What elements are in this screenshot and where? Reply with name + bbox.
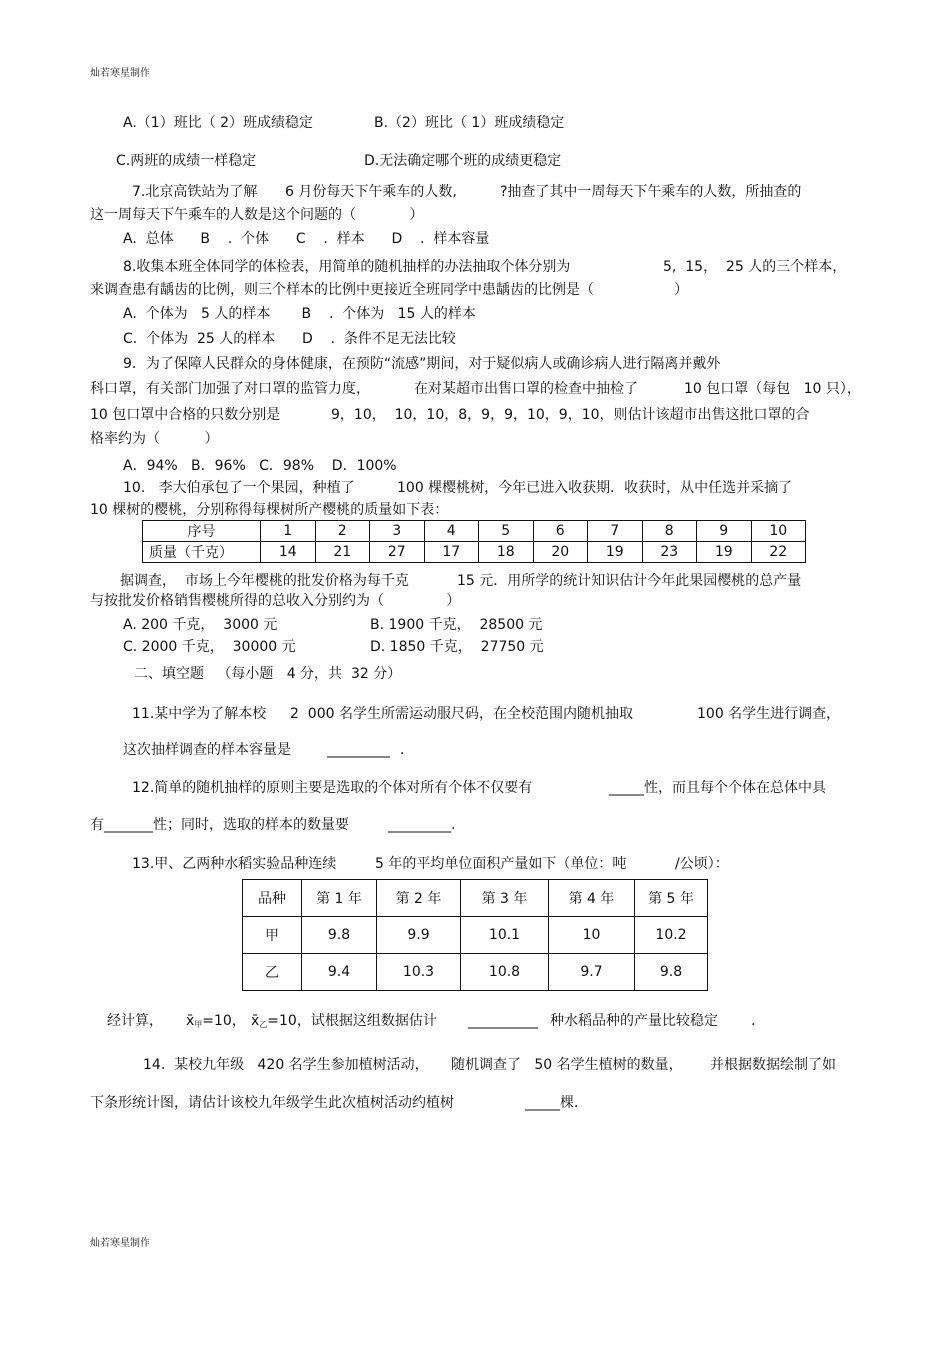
table-row: [243, 954, 708, 991]
q7-line2: 这一周每天下午乘车的人数是这个问题的（ ）: [90, 207, 424, 223]
table-cell: 17: [424, 542, 479, 563]
q10-line1b: 100 棵樱桃树，今年已进入收获期．收获时，从中任选并采摘了: [397, 480, 793, 496]
q13-period: .: [751, 1013, 756, 1029]
table-cell: 10.2: [635, 917, 708, 954]
table-header-cell: 序号: [143, 521, 261, 542]
q6-option-b: B.（2）班比（ 1）班成绩稳定: [374, 115, 565, 131]
q9-line4: 格率约为（ ）: [90, 431, 219, 447]
q6-option-a: A.（1）班比（ 2）班成绩稳定: [123, 115, 314, 131]
q14-line2a: 下条形统计图，请估计该校九年级学生此次植树活动约植树: [90, 1095, 454, 1111]
table-cell: 23: [642, 542, 697, 563]
q7-options: A. 总体 B . 个体 C . 样本 D . 样本容量: [123, 231, 490, 247]
table-header-cell: 第 5 年: [635, 880, 708, 917]
table-cell: 9.9: [377, 917, 461, 954]
q8-options-cd: C. 个体为 25 人的样本 D . 条件不足无法比较: [123, 331, 456, 347]
table-row: [243, 917, 708, 954]
subscript-yi: 乙: [259, 1020, 268, 1029]
q10-option-c: C. 2000 千克， 30000 元: [123, 639, 296, 655]
table-row-mass: [143, 542, 806, 563]
q10-line1a: 10. 李大伯承包了一个果园，种植了: [123, 480, 355, 496]
q6-option-c: C.两班的成绩一样稳定: [116, 153, 257, 169]
table-cell: 8: [642, 521, 697, 542]
xbar-symbol: x̄: [186, 1013, 195, 1029]
table-row-index: [143, 521, 806, 542]
table-cell: 3: [370, 521, 425, 542]
table-cell: 20: [533, 542, 588, 563]
q11-blank: _________: [327, 742, 390, 758]
q14-line1c: 并根据数据绘制了如: [710, 1057, 836, 1073]
q10-after1a: 据调查， 市场上今年樱桃的批发价格为每千克: [120, 573, 409, 589]
q13-line1c: /公顷）：: [675, 856, 729, 872]
mean-yi-value: =10，试根据这组数据估计: [267, 1013, 437, 1029]
q14-line1b: 随机调查了 50 名学生植树的数量，: [451, 1057, 683, 1073]
q7-line1a: 7.北京高铁站为了解: [132, 184, 258, 200]
q10-option-a: A. 200 千克， 3000 元: [123, 617, 278, 633]
section-title: 二、填空题 （每小题 4 分，共 32 分）: [134, 666, 402, 682]
q13-line1a: 13.甲、乙两种水稻实验品种连续: [132, 856, 337, 872]
q13-mean-jia: [186, 1012, 246, 1034]
table-cell: 5: [479, 521, 534, 542]
q9-line2b: 在对某超市出售口罩的检查中抽检了: [414, 381, 638, 397]
table-cell: 21: [315, 542, 370, 563]
q10-option-d: D. 1850 千克， 27750 元: [370, 639, 544, 655]
table-header-cell: 第 4 年: [549, 880, 635, 917]
rice-yield-table: [242, 879, 708, 991]
cherry-mass-table: [142, 520, 806, 563]
table-cell: 4: [424, 521, 479, 542]
q11-line1b: 2 000 名学生所需运动服尺码，在全校范围内随机抽取: [290, 706, 633, 722]
q13-blank: __________: [468, 1013, 538, 1029]
q11-period: .: [400, 742, 405, 758]
table-cell: 7: [588, 521, 643, 542]
table-cell: 9.7: [549, 954, 635, 991]
watermark-top: 灿若寒星制作: [90, 68, 150, 79]
q8-line1b: 5, 15， 25 人的三个样本，: [663, 259, 847, 275]
table-cell: 1: [261, 521, 316, 542]
q9-line2c: 10 包口罩（每包 10 只），: [684, 381, 861, 397]
table-cell: 9.8: [302, 917, 377, 954]
q9-line2a: 科口罩，有关部门加强了对口罩的监管力度，: [90, 381, 370, 397]
table-header-row: [243, 880, 708, 917]
q7-line1b: 6 月份每天下午乘车的人数,: [285, 184, 457, 200]
table-header-cell: 第 2 年: [377, 880, 461, 917]
q8-options-ab: A. 个体为 5 人的样本 B . 个体为 15 人的样本: [123, 306, 476, 322]
q13-calc-lead: 经计算，: [107, 1013, 163, 1029]
q12-line1b: _____性，而且每个个体在总体中具: [609, 780, 826, 796]
table-cell: 10.8: [461, 954, 549, 991]
table-header-cell: 品种: [243, 880, 302, 917]
q11-line1c: 100 名学生进行调查，: [697, 706, 841, 722]
table-cell: 19: [697, 542, 752, 563]
table-header-cell: 第 1 年: [302, 880, 377, 917]
watermark-bottom: 灿若寒星制作: [90, 1238, 150, 1249]
table-cell: 9.4: [302, 954, 377, 991]
mean-jia-value: =10，: [202, 1013, 246, 1029]
q10-after1b: 15 元．用所学的统计知识估计今年此果园樱桃的总产量: [457, 573, 802, 589]
xbar-symbol: x̄: [251, 1013, 260, 1029]
subscript-jia: 甲: [194, 1020, 203, 1029]
table-cell: 19: [588, 542, 643, 563]
q12-line2a: 有_______性；同时，选取的样本的数量要: [90, 817, 349, 833]
table-cell: 27: [370, 542, 425, 563]
table-cell: 9: [697, 521, 752, 542]
q9-line3b: 9，10， 10，10，8，9，9，10，9，10，则估计该超市出售这批口罩的合: [331, 407, 810, 423]
q6-option-d: D.无法确定哪个班的成绩更稳定: [364, 153, 562, 169]
q13-line1b: 5 年的平均单位面积产量如下（单位：吨: [375, 856, 627, 872]
q9-line1: 9．为了保障人民群众的身体健康，在预防“流感”期间，对于疑似病人或确诊病人进行隔离并戴外: [123, 356, 721, 372]
q12-line1a: 12.简单的随机抽样的原则主要是选取的个体对所有个体不仅要有: [132, 780, 533, 796]
q10-option-b: B. 1900 千克， 28500 元: [370, 617, 543, 633]
table-cell: 18: [479, 542, 534, 563]
q8-line1a: 8.收集本班全体同学的体检表，用简单的随机抽样的办法抽取个体分别为: [123, 259, 571, 275]
q8-line2: 来调查患有龋齿的比例，则三个样本的比例中更接近全班同学中患龋齿的比例是（ ）: [90, 282, 689, 298]
table-cell: 甲: [243, 917, 302, 954]
table-header-cell: 质量（千克）: [143, 542, 261, 563]
q14-line1a: 14. 某校九年级 420 名学生参加植树活动，: [143, 1057, 429, 1073]
table-cell: 10: [751, 521, 806, 542]
table-header-cell: 第 3 年: [461, 880, 549, 917]
q13-tail: 种水稻品种的产量比较稳定: [550, 1013, 718, 1029]
table-cell: 22: [751, 542, 806, 563]
table-cell: 乙: [243, 954, 302, 991]
table-cell: 2: [315, 521, 370, 542]
q10-after2: 与按批发价格销售樱桃所得的总收入分别约为（ ）: [90, 593, 461, 609]
table-cell: 14: [261, 542, 316, 563]
table-cell: 10.1: [461, 917, 549, 954]
q9-options: A．94% B．96% C．98% D．100%: [123, 458, 397, 474]
q11-line1a: 11.某中学为了解本校: [132, 706, 267, 722]
table-cell: 6: [533, 521, 588, 542]
q14-line2b: _____棵．: [525, 1095, 588, 1111]
q12-line2b: _________.: [388, 817, 456, 833]
q13-mean-yi: [251, 1012, 437, 1034]
table-cell: 10.3: [377, 954, 461, 991]
q7-line1c: ?抽查了其中一周每天下午乘车的人数，所抽查的: [500, 184, 802, 200]
q10-line2: 10 棵树的樱桃，分别称得每棵树所产樱桃的质量如下表：: [90, 502, 449, 518]
q11-line2a: 这次抽样调查的样本容量是: [123, 742, 291, 758]
q9-line3a: 10 包口罩中合格的只数分别是: [90, 407, 281, 423]
table-cell: 10: [549, 917, 635, 954]
table-cell: 9.8: [635, 954, 708, 991]
